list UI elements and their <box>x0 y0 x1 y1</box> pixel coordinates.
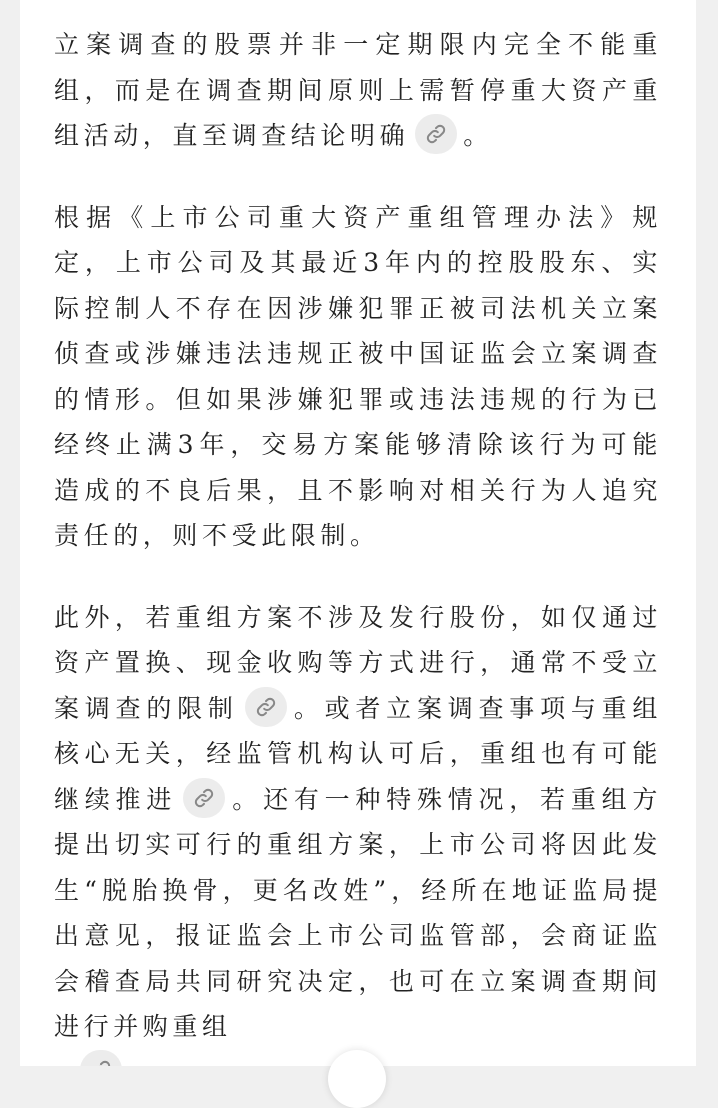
paragraph-3-text-1: 此外，若重组方案不涉及发行股份，如仅通过资产置换、现金收购等方式进行，通常不受立案调查的限制 <box>54 602 662 723</box>
citation-link-button[interactable] <box>245 687 287 727</box>
paragraph-3-text-3: 。还有一种特殊情况，若重组方提出切实可行的重组方案，上市公司将因此发生“脱胎换骨，更名改姓”，经所在地证监局提出意见，报证监会上市公司监管部，会商证监会稽查局共同研究决定，也可在立案调查期间进行并购重组 <box>54 784 662 1041</box>
paragraph-1-text-1: 立案调查的股票并非一定期限内完全不能重组，而是在调查期间原则上需暂停重大资产重组活动，直至调查结论明确 <box>54 30 662 150</box>
citation-link-button[interactable] <box>415 114 457 154</box>
link-icon <box>193 787 215 809</box>
paragraph-3-text-2: 。或者立案调查事项与重组核心无关，经监管机构认可后，重组也有可能继续推进 <box>54 693 662 814</box>
paragraph-1 <box>54 22 662 159</box>
answer-card <box>20 0 696 1066</box>
article-body <box>54 22 662 1066</box>
scroll-down-button[interactable] <box>328 1050 386 1108</box>
paragraph-2-text: 根据《上市公司重大资产重组管理办法》规定，上市公司及其最近3年内的控股股东、实际控制人不存在因涉嫌犯罪正被司法机关立案侦查或涉嫌违法违规正被中国证监会立案调查的情形。但如果涉嫌犯罪或违法违规的行为已经终止满3年，交易方案能够清除该行为可能造成的不良后果，且不影响对相关行为人追究责任的，则不受此限制。 <box>54 202 662 550</box>
paragraph-2 <box>54 195 662 559</box>
link-icon <box>255 696 277 718</box>
citation-link-button[interactable] <box>183 778 225 818</box>
paragraph-1-text-2: 。 <box>463 121 493 150</box>
link-icon <box>425 123 447 145</box>
link-icon <box>90 1059 112 1066</box>
paragraph-3 <box>54 595 662 1050</box>
